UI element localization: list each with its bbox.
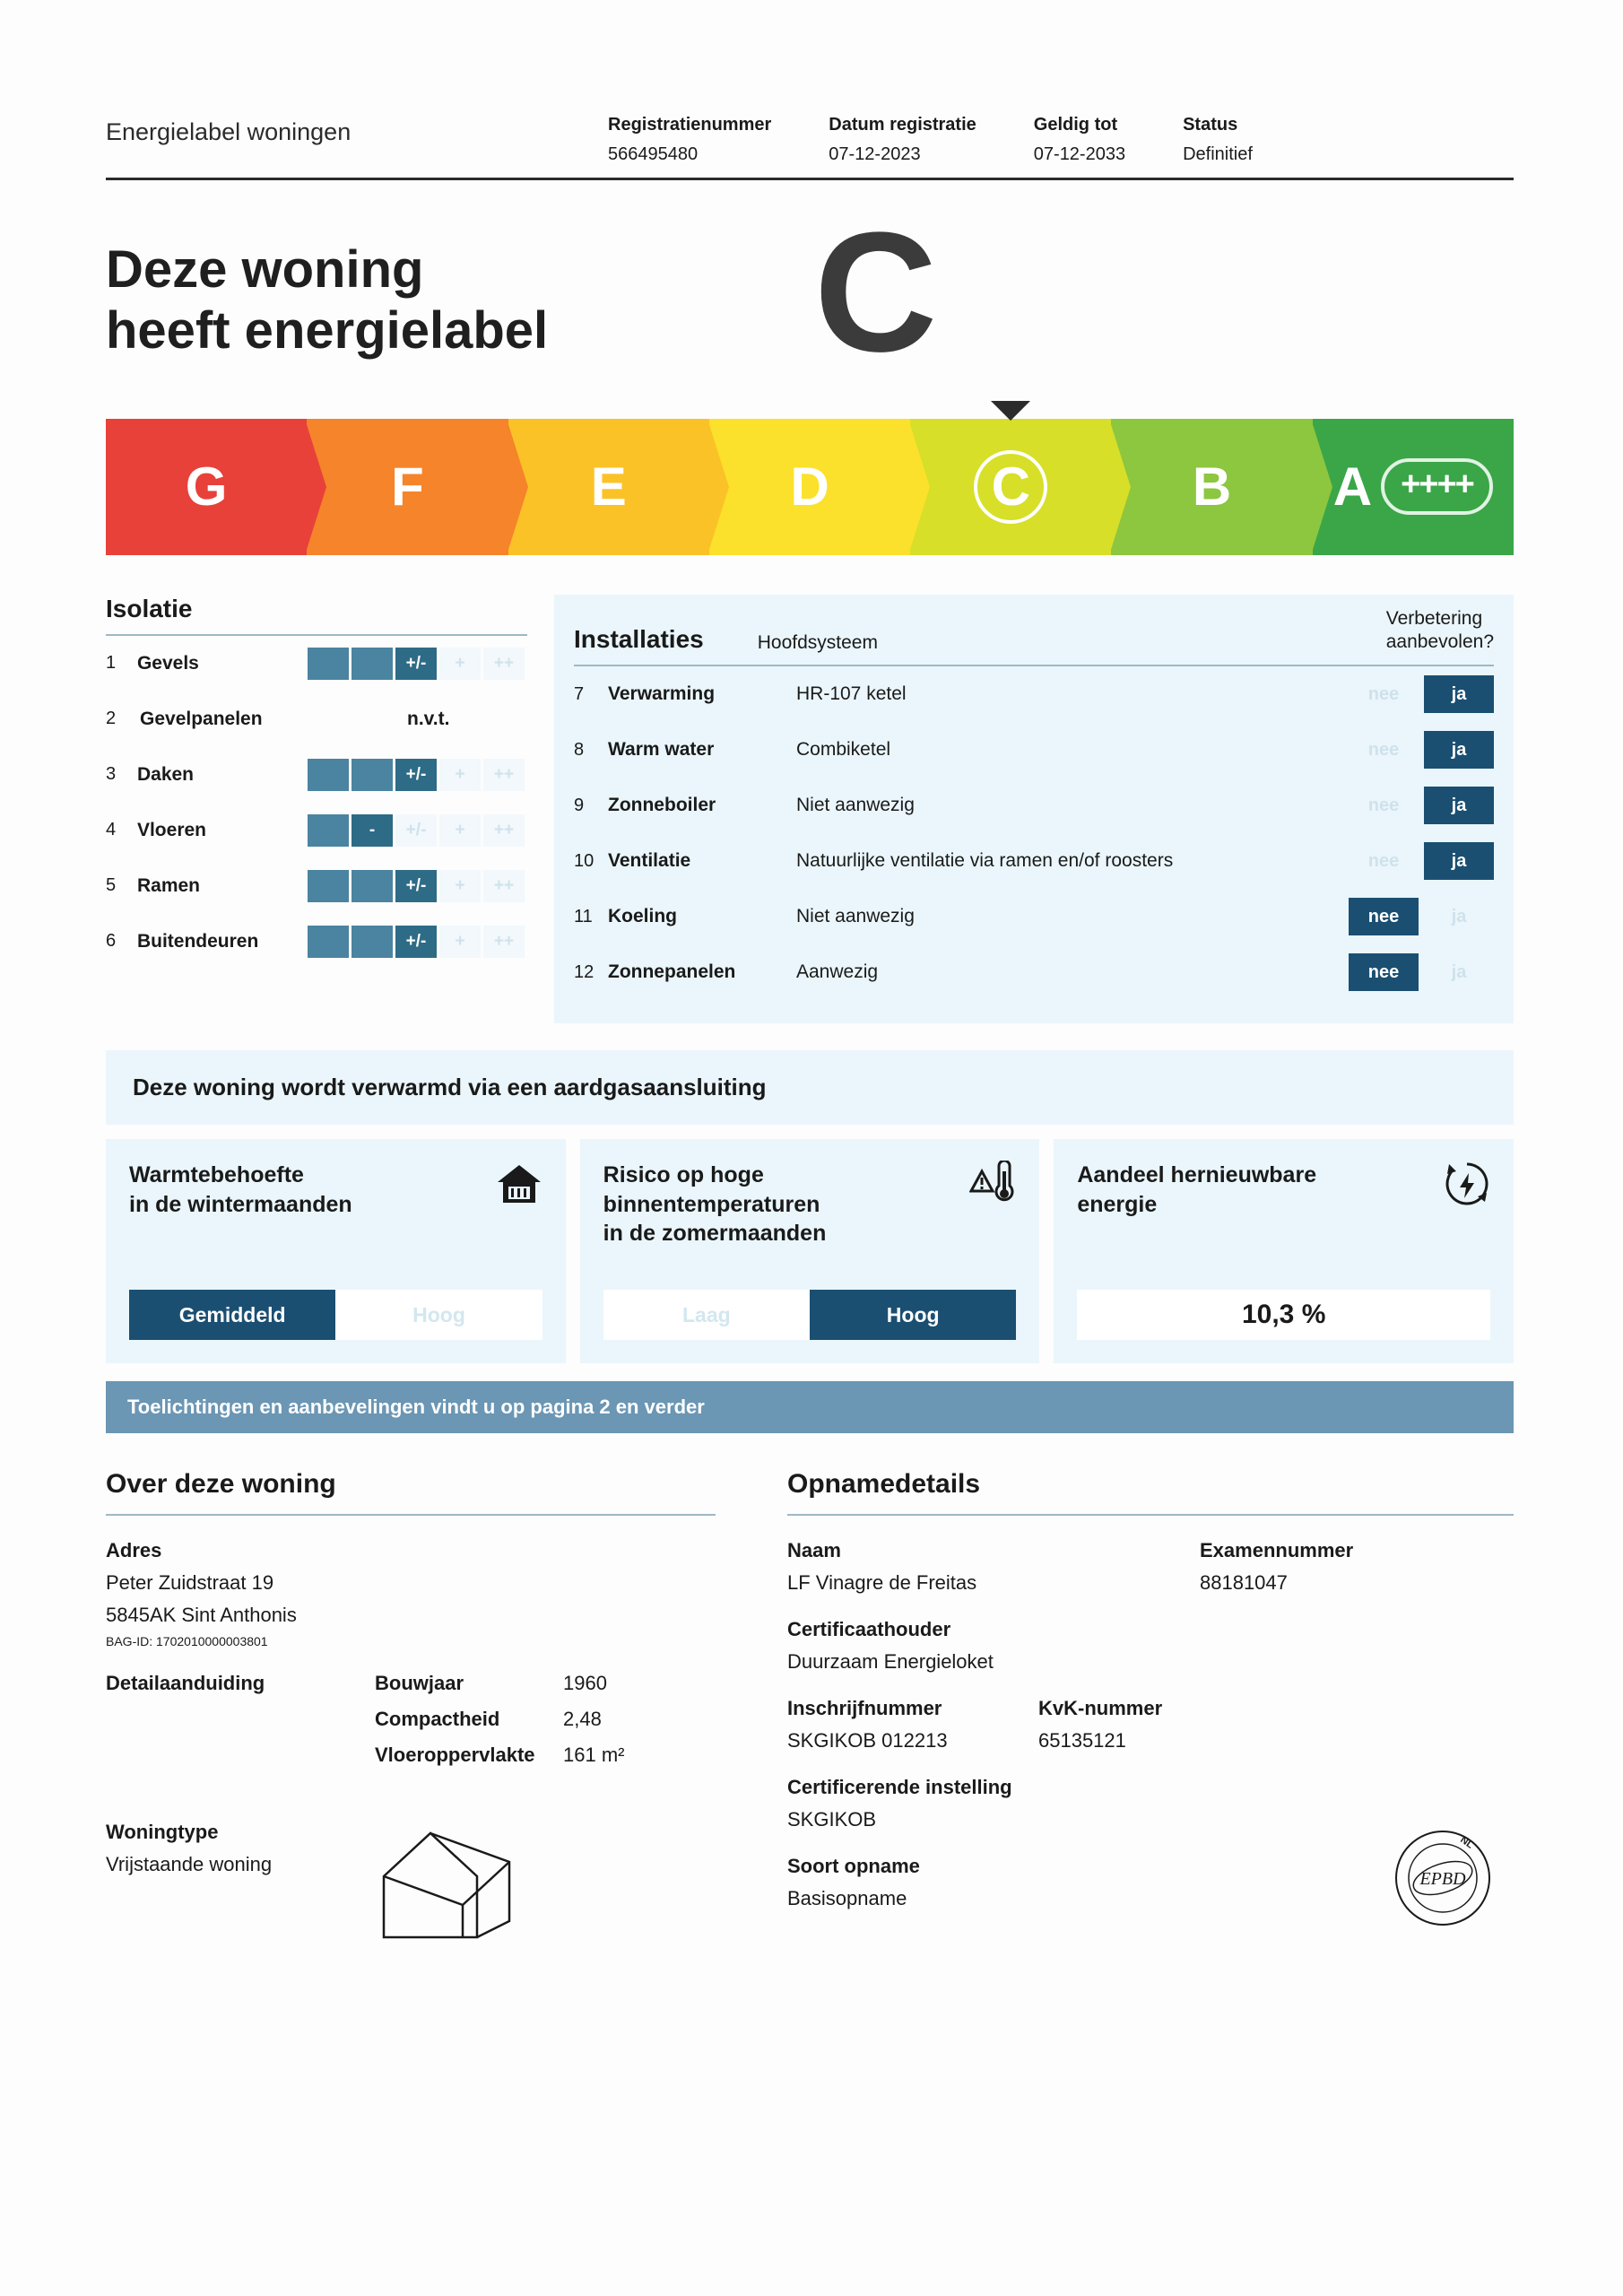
bag-id: BAG-ID: 1702010000003801 (106, 1634, 268, 1649)
spec-value: 161 m² (563, 1744, 625, 1767)
adres-line-2: 5845AK Sint Anthonis (106, 1604, 297, 1627)
bottom-section (106, 1469, 1514, 1951)
row-label: Ventilatie (608, 850, 691, 872)
certificaathouder-value: Duurzaam Energieloket (787, 1650, 994, 1674)
verbetering-answer (1324, 731, 1494, 769)
isolatie-row (106, 747, 527, 803)
header-meta (608, 99, 1514, 165)
title-line-2: energie (1077, 1191, 1158, 1217)
title-line-1: Risico op hoge (603, 1162, 764, 1188)
panels-section (106, 595, 1514, 1024)
energy-label-letter: C (814, 197, 938, 387)
installaties-rows (574, 666, 1494, 1000)
meta-datum-registratie (829, 115, 976, 165)
meta-label: Datum registratie (829, 115, 976, 135)
spec-key: Vloeroppervlakte (375, 1744, 535, 1767)
renewable-cycle-icon (1444, 1161, 1490, 1207)
scale-arrow-icon (908, 419, 930, 555)
row-system-value: HR-107 ketel (796, 683, 907, 705)
rating-cell-empty: + (439, 648, 481, 680)
option-laag[interactable]: Laag (603, 1290, 810, 1340)
detailaanduiding-label: Detailaanduiding (106, 1672, 265, 1695)
scale-pointer-icon (991, 401, 1030, 421)
inschrijfnummer-label: Inschrijfnummer (787, 1697, 942, 1720)
rating-cell-active: +/- (395, 926, 437, 958)
row-number: 1 (106, 653, 117, 674)
scale-segment-b (1111, 419, 1312, 555)
rating-cell-empty: + (439, 759, 481, 791)
installaties-title: Installaties (574, 625, 704, 654)
rating-cell-active: +/- (395, 648, 437, 680)
energy-scale (106, 419, 1514, 555)
installaties-row (574, 889, 1494, 944)
rating-cell-empty: + (439, 814, 481, 847)
rating-cell-filled (352, 648, 393, 680)
answer-unselected: nee (1349, 731, 1419, 769)
rating-cell-empty: ++ (483, 759, 525, 791)
warmtebehoefte-options (129, 1290, 542, 1340)
row-system-value: Natuurlijke ventilatie via ramen en/of roosters (796, 850, 1174, 872)
scale-arrow-icon (707, 419, 729, 555)
row-label: Buitendeuren (136, 930, 259, 952)
hero-heading (106, 239, 787, 362)
hernieuwbare-energie-box (1054, 1139, 1514, 1363)
row-number: 7 (574, 683, 585, 704)
epbd-logo-icon (1384, 1820, 1501, 1936)
row-system-value: Niet aanwezig (796, 795, 915, 816)
answer-selected: ja (1424, 675, 1494, 713)
isolatie-header (106, 595, 527, 636)
spec-row (375, 1744, 716, 1767)
isolatie-row (106, 803, 527, 858)
row-label: Gevelpanelen (140, 708, 263, 729)
spec-row (375, 1708, 716, 1731)
woningtype-label: Woningtype (106, 1821, 219, 1844)
row-label: Verwarming (608, 683, 716, 705)
row-label: Koeling (608, 906, 677, 927)
option-hoog[interactable]: Hoog (335, 1290, 542, 1340)
answer-selected: ja (1424, 842, 1494, 880)
scale-segment-e (508, 419, 709, 555)
row-label: Zonneboiler (608, 795, 716, 816)
rating-cell-filled (308, 648, 349, 680)
scale-segment-c (910, 419, 1111, 555)
title-line-1: Aandeel hernieuwbare (1077, 1162, 1317, 1188)
scale-arrow-icon (305, 419, 326, 555)
row-number: 2 (106, 709, 117, 729)
answer-selected: ja (1424, 787, 1494, 824)
installaties-row (574, 778, 1494, 833)
answer-unselected: nee (1349, 842, 1419, 880)
meta-label: Registratienummer (608, 115, 772, 135)
scale-arrow-icon (507, 419, 528, 555)
row-number: 10 (574, 850, 595, 871)
scale-segment-d (709, 419, 910, 555)
scale-segment-g (106, 419, 307, 555)
rating-cell-filled (308, 926, 349, 958)
scale-plus-pill: ++++ (1381, 458, 1493, 515)
isolatie-rows (106, 636, 527, 970)
isolatie-row (106, 636, 527, 691)
rating-cell-active: +/- (395, 759, 437, 791)
isolatie-title: Isolatie (106, 594, 193, 622)
option-hoog[interactable]: Hoog (810, 1290, 1016, 1340)
rating-cell-filled (308, 814, 349, 847)
installaties-col-verbetering (1386, 607, 1494, 655)
scale-arrow-icon (1109, 419, 1131, 555)
row-system-value: Aanwezig (796, 961, 879, 983)
isolatie-row (106, 914, 527, 970)
scale-current-marker: C (974, 450, 1047, 524)
verbetering-answer (1324, 953, 1494, 991)
installaties-header (574, 607, 1494, 667)
house-shape-icon (375, 1821, 716, 1951)
verbetering-line-2: aanbevolen? (1385, 631, 1494, 653)
verbetering-answer (1324, 675, 1494, 713)
thermometer-warning-icon (969, 1161, 1016, 1207)
zomerrisico-title (603, 1161, 925, 1248)
answer-selected: ja (1424, 731, 1494, 769)
meta-value: Definitief (1183, 144, 1253, 164)
examennummer-label: Examennummer (1200, 1539, 1354, 1562)
spec-key: Bouwjaar (375, 1672, 464, 1695)
certificerende-instelling-value: SKGIKOB (787, 1808, 877, 1831)
installaties-row (574, 833, 1494, 889)
row-system-value: Combiketel (796, 739, 891, 761)
over-deze-woning-title: Over deze woning (106, 1469, 716, 1516)
installaties-col-hoofdsysteem: Hoofdsysteem (757, 632, 878, 654)
title-line-2: in de wintermaanden (129, 1191, 352, 1217)
scale-letter: D (790, 457, 829, 517)
isolatie-rating-scale (308, 926, 527, 958)
hero-line-1: Deze woning (106, 240, 424, 299)
answer-unselected: ja (1424, 953, 1494, 991)
rating-cell-empty: ++ (483, 814, 525, 847)
installaties-panel (554, 595, 1514, 1024)
title-line-3: in de zomermaanden (603, 1221, 827, 1247)
row-label: Warm water (608, 739, 715, 761)
isolatie-rating-scale (308, 759, 527, 791)
woningtype-value: Vrijstaande woning (106, 1853, 273, 1876)
rating-cell-empty: +/- (395, 814, 437, 847)
rating-cell-empty: ++ (483, 648, 525, 680)
document-header (106, 99, 1514, 180)
meta-geldig-tot (1034, 115, 1125, 165)
scale-letter: B (1192, 457, 1232, 517)
page-reference-bar: Toelichtingen en aanbevelingen vindt u op pagina 2 en verder (106, 1381, 1514, 1433)
spec-value: 1960 (563, 1672, 607, 1695)
meta-label: Status (1183, 115, 1238, 135)
inschrijfnummer-value: SKGIKOB 012213 (787, 1729, 948, 1752)
isolatie-rating-scale (308, 814, 527, 847)
rating-cell-filled (352, 926, 393, 958)
rating-cell-filled (352, 870, 393, 902)
hernieuwbare-title (1077, 1161, 1399, 1219)
adres-label: Adres (106, 1539, 162, 1562)
row-number: 12 (574, 961, 595, 982)
woning-specs (375, 1672, 716, 1779)
svg-text:NL: NL (1458, 1834, 1476, 1851)
rating-cell-empty: + (439, 926, 481, 958)
title-line-1: Warmtebehoefte (129, 1162, 304, 1188)
house-heat-icon (496, 1161, 542, 1207)
document-title: Energielabel woningen (106, 118, 352, 145)
meta-label: Geldig tot (1033, 115, 1118, 135)
scale-letter: E (590, 457, 627, 517)
meta-value: 07-12-2023 (829, 144, 921, 164)
row-number: 4 (106, 820, 117, 840)
rating-cell-filled (352, 759, 393, 791)
row-system-value: Niet aanwezig (796, 906, 915, 927)
verbetering-line-1: Verbetering (1385, 607, 1483, 629)
installaties-row (574, 666, 1494, 722)
isolatie-rating-scale (308, 870, 527, 902)
row-number: 6 (106, 931, 117, 952)
meta-value: 566495480 (608, 144, 699, 164)
opnamedetails-title: Opnamedetails (787, 1469, 1514, 1516)
row-label: Vloeren (136, 819, 206, 840)
isolatie-rating-scale (308, 648, 527, 680)
scale-letter: F (391, 457, 424, 517)
soort-opname-value: Basisopname (787, 1887, 907, 1910)
row-label: Ramen (136, 874, 200, 896)
spec-key: Compactheid (375, 1708, 500, 1731)
certificaathouder-label: Certificaathouder (787, 1618, 951, 1641)
zomerrisico-options (603, 1290, 1017, 1340)
scale-segment-a (1313, 419, 1514, 555)
hernieuwbare-value: 10,3 % (1077, 1290, 1490, 1340)
certificerende-instelling-label: Certificerende instelling (787, 1776, 1012, 1799)
answer-selected: nee (1349, 898, 1419, 935)
rating-cell-filled (308, 870, 349, 902)
examennummer-value: 88181047 (1200, 1571, 1288, 1595)
meta-registratienummer (608, 115, 771, 165)
rating-cell-empty: + (439, 870, 481, 902)
verbetering-answer (1324, 787, 1494, 824)
isolatie-panel (106, 595, 527, 1024)
warmtebehoefte-title (129, 1161, 451, 1219)
scale-segment-f (307, 419, 508, 555)
row-number: 9 (574, 795, 585, 815)
hero-line-2: heeft energielabel (106, 301, 549, 361)
rating-cell-active: +/- (395, 870, 437, 902)
spec-value: 2,48 (563, 1708, 602, 1731)
warmtebehoefte-box (106, 1139, 566, 1363)
isolatie-row (106, 858, 527, 914)
installaties-row (574, 944, 1494, 1000)
answer-unselected: nee (1349, 675, 1419, 713)
scale-bar (106, 419, 1514, 555)
naam-label: Naam (787, 1539, 841, 1562)
gas-connection-note: Deze woning wordt verwarmd via een aardgasaansluiting (106, 1050, 1514, 1125)
installaties-row (574, 722, 1494, 778)
row-number: 5 (106, 875, 117, 896)
title-line-2: binnentemperaturen (603, 1191, 820, 1217)
rating-cell-empty: ++ (483, 926, 525, 958)
hero-section (106, 197, 1514, 387)
spec-row (375, 1672, 716, 1695)
scale-letter: G (185, 457, 228, 517)
rating-cell-empty: ++ (483, 870, 525, 902)
rating-cell-filled (308, 759, 349, 791)
answer-unselected: ja (1424, 898, 1494, 935)
row-label: Zonnepanelen (608, 961, 736, 983)
indicator-boxes (106, 1139, 1514, 1363)
svg-text:EPBD: EPBD (1419, 1869, 1466, 1890)
row-number: 11 (574, 906, 593, 926)
verbetering-answer (1324, 842, 1494, 880)
meta-value: 07-12-2033 (1033, 144, 1126, 164)
verbetering-answer (1324, 898, 1494, 935)
meta-status (1183, 115, 1253, 165)
row-nvt-value: n.v.t. (407, 708, 450, 729)
row-label: Gevels (136, 652, 199, 674)
over-deze-woning (106, 1469, 716, 1951)
scale-letter: A (1332, 457, 1373, 517)
adres-line-1: Peter Zuidstraat 19 (106, 1571, 274, 1595)
isolatie-row (106, 691, 527, 747)
answer-selected: nee (1349, 953, 1419, 991)
kvk-label: KvK-nummer (1038, 1697, 1163, 1720)
rating-cell-active: - (352, 814, 393, 847)
zomerrisico-box (580, 1139, 1040, 1363)
scale-arrow-icon (1311, 419, 1332, 555)
soort-opname-label: Soort opname (787, 1855, 920, 1878)
row-label: Daken (136, 763, 194, 785)
option-gemiddeld[interactable]: Gemiddeld (129, 1290, 335, 1340)
kvk-value: 65135121 (1038, 1729, 1126, 1752)
row-number: 8 (574, 739, 585, 760)
answer-unselected: nee (1349, 787, 1419, 824)
naam-value: LF Vinagre de Freitas (787, 1571, 977, 1595)
row-number: 3 (106, 764, 117, 785)
